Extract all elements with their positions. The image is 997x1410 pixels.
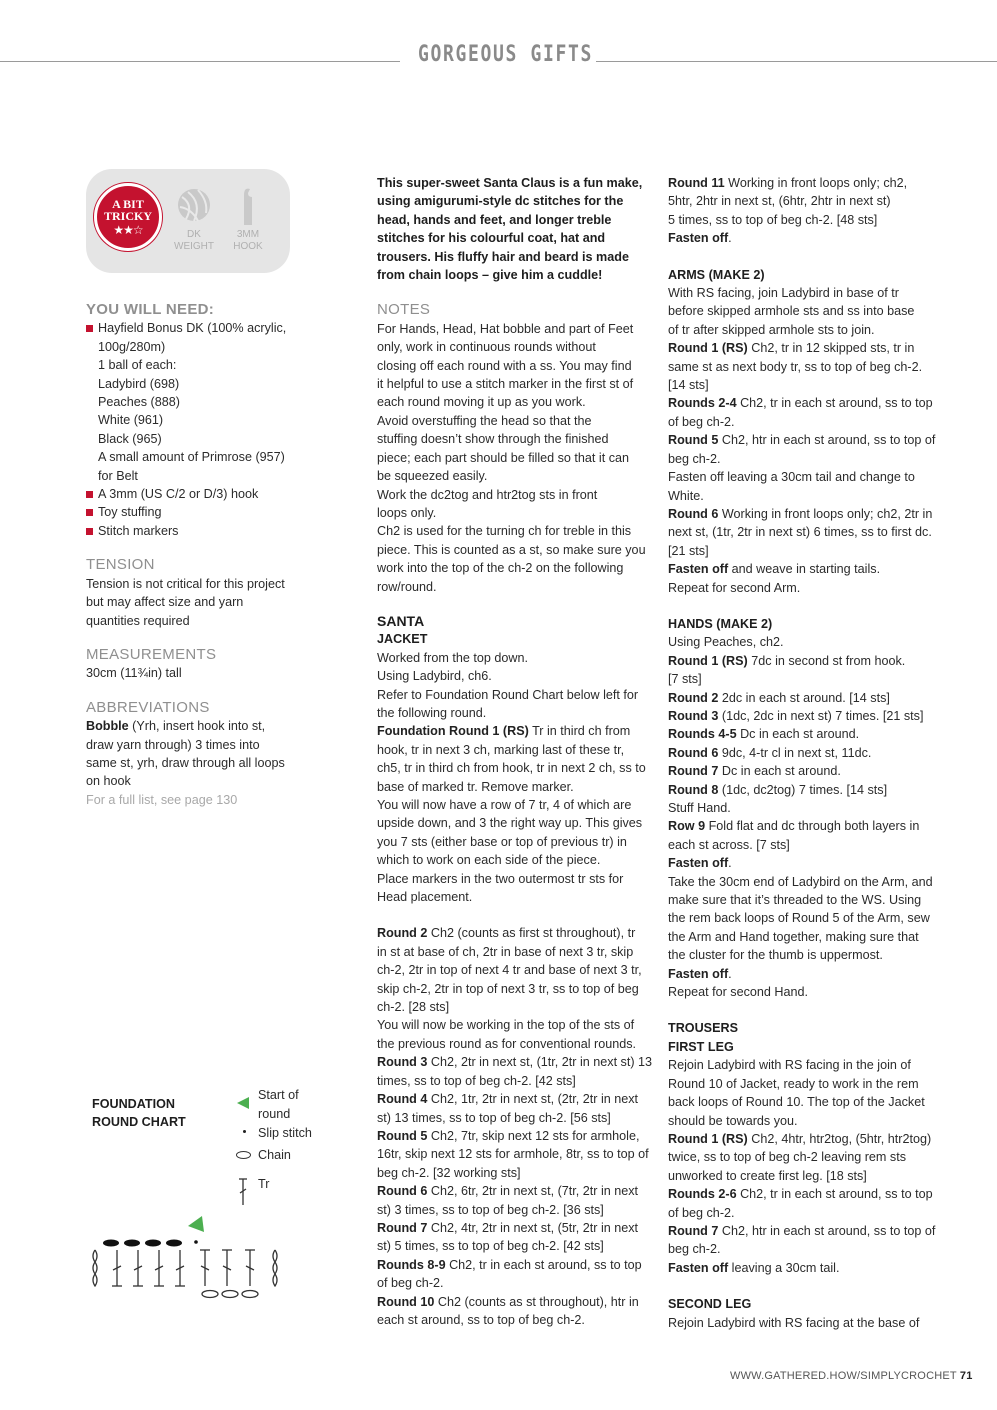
second-leg-heading: SECOND LEG	[668, 1297, 752, 1312]
round-text: leaving a 30cm tail.	[728, 1260, 840, 1275]
pattern-line: base of marked tr. Remove marker.	[377, 779, 574, 794]
pattern-line: beg ch-2. [32 working sts]	[377, 1165, 521, 1180]
first-leg-heading: FIRST LEG	[668, 1039, 734, 1054]
colour-item: Peaches (888)	[98, 395, 180, 410]
round-text: Ch2, tr in 12 skipped sts, tr in	[747, 341, 915, 356]
pattern-line: of beg ch-2.	[668, 1205, 735, 1220]
abbreviations-heading: ABBREVIATIONS	[86, 698, 210, 716]
arms-heading: ARMS (MAKE 2)	[668, 267, 765, 282]
hands-heading: HANDS (MAKE 2)	[668, 616, 773, 631]
pattern-line	[668, 229, 953, 247]
pattern-line: same st as next body tr, ss to top of beg ch-2.	[668, 359, 923, 374]
intro-line: from chain loops – give him a cuddle!	[377, 268, 603, 283]
legend-start	[258, 1086, 299, 1123]
tension-heading: TENSION	[86, 556, 155, 574]
header-rule-left	[0, 61, 400, 62]
pattern-line: the previous round as for conventional rounds.	[377, 1036, 637, 1051]
pattern-line: twice, ss to top of beg ch-2 leaving rem sts	[668, 1150, 906, 1165]
round-text: Ch2, tr in each st around, ss to top	[445, 1257, 642, 1272]
difficulty-badge	[86, 169, 290, 273]
pattern-line: of beg ch-2.	[377, 1276, 444, 1291]
round-label: Round 6	[668, 745, 719, 760]
pattern-line	[668, 505, 953, 523]
pattern-line	[668, 689, 953, 707]
round-label: Round 11	[668, 176, 725, 190]
pattern-line: the rem back loops of Round 5 of the Arm, sew	[668, 911, 930, 926]
tr-icon	[238, 1177, 248, 1207]
intro-line: using amigurumi-style dc stitches for the	[377, 194, 624, 209]
pattern-line: the Arm and Hand together, making sure that	[668, 929, 919, 944]
pattern-line: next st, (1tr, 2tr in next st) 6 times, ss to first dc.	[668, 525, 932, 540]
round-label: Round 5	[668, 433, 719, 448]
pattern-line	[377, 1090, 657, 1108]
round-text: Dc in each st around.	[718, 764, 841, 779]
abbreviation-def: draw yarn through) 3 times into	[86, 737, 260, 752]
pattern-line	[668, 560, 953, 578]
notes-line: piece; each part should be filled so that it can	[377, 450, 630, 465]
pattern-line: With RS facing, join Ladybird in base of tr	[668, 286, 899, 301]
legend-chain: Chain	[258, 1148, 291, 1162]
pattern-line	[668, 817, 953, 835]
list-item-sub: 1 ball of each:	[98, 358, 177, 373]
fasten-off-label: Fasten off	[668, 1260, 729, 1275]
chart-title-line: FOUNDATION	[92, 1097, 176, 1111]
pattern-line: which to work on each side of the piece.	[377, 853, 601, 868]
pattern-line: Fasten off leaving a 30cm tail and change to	[668, 470, 915, 485]
pattern-line: before skipped armhole sts and ss into base	[668, 304, 915, 319]
notes-line: Ch2 is used for the turning ch for treble in this	[377, 524, 632, 539]
pattern-line: Rejoin Ladybird with RS facing in the join of	[668, 1058, 911, 1073]
pattern-line	[377, 722, 657, 740]
round-label: Round 1 (RS)	[668, 1131, 748, 1146]
santa-heading: SANTA	[377, 612, 425, 629]
pattern-line	[377, 1256, 657, 1274]
yarn-ball-icon	[176, 187, 212, 223]
column-left	[86, 301, 346, 809]
difficulty-stars: ★★☆	[113, 223, 143, 237]
crochet-hook-icon	[238, 185, 258, 227]
round-text: Ch2, tr in each st around, ss to top	[736, 1187, 933, 1202]
pattern-line: Repeat for second Hand.	[668, 985, 809, 1000]
round-label: Round 6	[668, 506, 719, 521]
round-text: Ch2, 4tr, 2tr in next st, (5tr, 2tr in next	[427, 1220, 639, 1235]
pattern-line: each st across. [7 sts]	[668, 837, 790, 852]
difficulty-line1: A BIT	[112, 197, 144, 211]
notes-line: be squeezed easily.	[377, 469, 488, 484]
pattern-line	[668, 707, 953, 725]
round-label: Rounds 2-6	[668, 1187, 737, 1202]
pattern-line: White.	[668, 488, 704, 503]
round-text: Dc in each st around.	[736, 727, 860, 742]
list-item: Hayfield Bonus DK (100% acrylic,	[86, 319, 346, 337]
pattern-line	[377, 924, 657, 942]
trousers-heading: TROUSERS	[668, 1021, 738, 1036]
pattern-line: ch-2. [28 sts]	[377, 1000, 450, 1015]
hook-label-1: 3MM	[236, 229, 260, 240]
round-text: Ch2, 6tr, 2tr in next st, (7tr, 2tr in next	[427, 1184, 639, 1199]
colour-item: White (961)	[98, 413, 164, 428]
round-text: (1dc, 2dc in next st) 7 times. [21 sts]	[718, 708, 924, 723]
pattern-line	[668, 1259, 953, 1277]
punct: .	[728, 856, 732, 871]
chart-title	[92, 1095, 186, 1131]
you-will-need-heading: YOU WILL NEED:	[86, 301, 215, 318]
round-text: Ch2, 7tr, skip next 12 sts for armhole,	[427, 1128, 640, 1143]
difficulty-line2: TRICKY	[103, 209, 152, 223]
pattern-line: back loops of Round 10. The top of the Jacket	[668, 1095, 925, 1110]
pattern-line: Using Ladybird, ch6.	[377, 669, 492, 684]
intro-line: This super-sweet Santa Claus is a fun make,	[377, 176, 643, 190]
pattern-line: upside down, and 3 the right way up. This gives	[377, 816, 643, 831]
page-number: 71	[959, 1370, 973, 1382]
pattern-line	[668, 762, 953, 780]
pattern-line: beg ch-2.	[668, 1242, 721, 1257]
round-label: Round 1 (RS)	[668, 341, 748, 356]
pattern-line	[668, 339, 953, 357]
pattern-line: of beg ch-2.	[668, 414, 735, 429]
pattern-line: 16tr, skip next 12 sts for armhole, 8tr, ss to top of	[377, 1147, 649, 1162]
chart-start-marker	[188, 1216, 204, 1232]
round-label: Rounds 4-5	[668, 727, 737, 742]
pattern-line	[668, 965, 953, 983]
round-label: Round 1 (RS)	[668, 653, 748, 668]
pattern-line: You will now have a row of 7 tr, 4 of which are	[377, 798, 632, 812]
pattern-line: Stuff Hand.	[668, 801, 731, 815]
hook-label-2: HOOK	[233, 241, 263, 252]
round-text: and weave in starting tails.	[728, 562, 881, 577]
notes-line: stuffing doesn’t show through the finished	[377, 432, 609, 447]
abbreviation-entry	[86, 717, 346, 735]
round-label: Foundation Round 1 (RS)	[377, 724, 529, 739]
abbreviation-def: same st, yrh, draw through all loops	[86, 755, 285, 770]
pattern-line	[668, 174, 953, 192]
pattern-line: [14 sts]	[668, 378, 709, 393]
pattern-line	[377, 1293, 657, 1311]
round-label: Round 2	[668, 690, 719, 705]
list-item: Stitch markers	[86, 522, 346, 540]
weight-label-2: WEIGHT	[174, 241, 214, 252]
measurements-heading: MEASUREMENTS	[86, 645, 217, 663]
page-footer	[730, 1367, 973, 1385]
abbreviation-term: Bobble	[86, 719, 129, 734]
tension-text: but may affect size and yarn	[86, 595, 244, 610]
legend-start-icon	[235, 1096, 251, 1110]
pattern-line	[668, 1222, 953, 1240]
round-text: Fold flat and dc through both layers in	[705, 819, 920, 834]
pattern-line	[668, 744, 953, 762]
pattern-line	[668, 725, 953, 743]
round-label: Round 7	[668, 764, 719, 779]
pattern-line	[668, 394, 953, 412]
fasten-off-label: Fasten off	[668, 856, 729, 871]
intro-line: head, hands and feet, and longer treble	[377, 212, 612, 227]
notes-line: it helpful to use a stitch marker in the first st of	[377, 377, 634, 392]
fasten-off-label: Fasten off	[668, 231, 729, 246]
pattern-line: 5htr, 2htr in next st, (6htr, 2htr in next st)	[668, 194, 891, 209]
tension-text: quantities required	[86, 613, 190, 628]
pattern-line: each st around, ss to top of beg ch-2.	[377, 1312, 585, 1327]
round-text: 7dc in second st from hook.	[747, 653, 906, 668]
pattern-line: should be towards you.	[668, 1113, 798, 1128]
pattern-line: the cluster for the thumb is uppermost.	[668, 948, 883, 963]
round-text: 2dc in each st around. [14 sts]	[718, 690, 890, 705]
pattern-line: Repeat for second Arm.	[668, 580, 801, 595]
intro-line: trousers. His fluffy hair and beard is made	[377, 249, 629, 264]
pattern-line	[668, 431, 953, 449]
difficulty-seal	[94, 183, 162, 251]
pattern-line: Rejoin Ladybird with RS facing at the base of	[668, 1315, 920, 1330]
pattern-line: st) 3 times, ss to top of beg ch-2. [36 sts]	[377, 1202, 604, 1217]
round-label: Round 4	[377, 1092, 428, 1107]
abbreviation-def: (Yrh, insert hook into st,	[128, 719, 266, 734]
notes-line: loops only.	[377, 505, 437, 520]
list-item-sub: for Belt	[98, 468, 138, 483]
intro-line: stitches for his colourful coat, hat and	[377, 231, 606, 246]
pattern-line: ch5, tr in third ch from hook, tr in next 2 ch, ss to	[377, 761, 646, 776]
chart-title-line: ROUND CHART	[92, 1115, 186, 1129]
round-text: Ch2, 2tr in next st, (1tr, 2tr in next st) 13	[427, 1055, 653, 1070]
round-text: Ch2, 1tr, 2tr in next st, (2tr, 2tr in next	[427, 1092, 639, 1107]
legend-label: Start of	[258, 1088, 299, 1102]
pattern-line: You will now be working in the top of the sts of	[377, 1018, 635, 1033]
pattern-line: st) 13 times, ss to top of beg ch-2. [56 sts]	[377, 1110, 611, 1125]
round-label: Round 7	[377, 1220, 428, 1235]
pattern-line: unworked to create first leg. [18 sts]	[668, 1168, 867, 1183]
round-text: Working in front loops only; ch2, 2tr in	[718, 506, 933, 521]
full-list-link[interactable]: For a full list, see page 130	[86, 792, 238, 807]
pattern-line: times, ss to top of beg ch-2. [42 sts]	[377, 1073, 576, 1088]
pattern-line	[377, 1182, 657, 1200]
notes-line: Avoid overstuffing the head so that the	[377, 413, 592, 428]
pattern-line: st) 5 times, ss to top of beg ch-2. [42 sts]	[377, 1239, 604, 1254]
round-text: Ch2, tr in each st around, ss to top	[736, 396, 933, 411]
legend-tr: Tr	[258, 1177, 270, 1191]
pattern-line: ch-2, 2tr in top of next 4 tr and base of next 3 tr,	[377, 963, 642, 978]
pattern-line	[668, 1185, 953, 1203]
notes-line: For Hands, Head, Hat bobble and part of Feet	[377, 321, 634, 336]
punct: .	[728, 231, 732, 246]
fasten-off-label: Fasten off	[668, 966, 729, 981]
jacket-heading: JACKET	[377, 632, 428, 647]
notes-line: each round moving it up as you work.	[377, 395, 586, 410]
round-label: Round 8	[668, 782, 719, 797]
section-title: GORGEOUS GIFTS	[418, 42, 594, 67]
round-label: Round 5	[377, 1128, 428, 1143]
pattern-line	[668, 652, 953, 670]
round-text: Ch2, 4htr, htr2tog, (5htr, htr2tog)	[747, 1131, 932, 1146]
pattern-line: Worked from the top down.	[377, 650, 528, 665]
pattern-line: Place markers in the two outermost tr sts for	[377, 871, 624, 886]
round-text: Ch2, htr in each st around, ss to top of	[718, 1223, 936, 1238]
foundation-chart	[90, 1085, 340, 1305]
round-text: Tr in third ch from	[528, 724, 631, 739]
list-item: A 3mm (US C/2 or D/3) hook	[86, 485, 346, 503]
weight-label-1: DK	[187, 229, 201, 240]
legend-label: round	[258, 1106, 291, 1121]
pattern-line	[377, 1127, 657, 1145]
column-middle	[377, 174, 657, 1329]
round-text: Ch2, htr in each st around, ss to top of	[718, 433, 936, 448]
pattern-line: Head placement.	[377, 890, 473, 905]
pattern-line	[377, 1219, 657, 1237]
list-item: Toy stuffing	[86, 503, 346, 521]
list-item-sub: 100g/280m)	[98, 339, 166, 354]
round-label: Round 7	[668, 1223, 719, 1238]
notes-line: Work the dc2tog and htr2tog sts in front	[377, 487, 598, 502]
fasten-off-label: Fasten off	[668, 562, 729, 577]
colour-item: Ladybird (698)	[98, 376, 180, 391]
notes-heading: NOTES	[377, 301, 431, 319]
round-label: Rounds 8-9	[377, 1257, 446, 1272]
pattern-line: Take the 30cm end of Ladybird on the Arm, and	[668, 874, 933, 889]
pattern-line: Refer to Foundation Round Chart below left for	[377, 687, 639, 702]
notes-line: closing off each round with a ss. You may find	[377, 358, 632, 373]
list-item-sub: A small amount of Primrose (957)	[98, 450, 285, 465]
round-label: Rounds 2-4	[668, 396, 737, 411]
footer-url[interactable]: WWW.GATHERED.HOW/SIMPLYCROCHET	[730, 1370, 957, 1382]
pattern-line	[668, 781, 953, 799]
measurements-value: 30cm (11¾in) tall	[86, 666, 182, 681]
round-label: Round 2	[377, 926, 428, 941]
pattern-line: Round 10 of Jacket, ready to work in the rem	[668, 1076, 919, 1091]
round-label: Round 6	[377, 1184, 428, 1199]
punct: .	[728, 966, 732, 981]
slip-stitch-icon	[243, 1130, 246, 1133]
pattern-line	[377, 1053, 657, 1071]
pattern-line: skip ch-2, 2tr in top of next 3 tr, ss to top of beg	[377, 981, 639, 996]
legend-slip: Slip stitch	[258, 1126, 312, 1140]
notes-line: piece. This is counted as a st, so make sure you	[377, 542, 646, 557]
round-label: Round 3	[377, 1055, 428, 1070]
round-label: Row 9	[668, 819, 706, 834]
round-text: (1dc, dc2tog) 7 times. [14 sts]	[718, 782, 888, 797]
round-text: Ch2 (counts as st throughout), htr in	[434, 1294, 639, 1309]
pattern-line: the following round.	[377, 705, 487, 720]
pattern-line: of tr after skipped armhole sts to join.	[668, 322, 875, 337]
header-rule-right	[596, 61, 997, 62]
abbreviation-def: on hook	[86, 774, 131, 789]
round-label: Round 3	[668, 708, 719, 723]
pattern-line	[668, 854, 953, 872]
notes-line: only, work in continuous rounds without	[377, 340, 596, 355]
pattern-line: make sure that it’s threaded to the WS. Using	[668, 893, 922, 908]
round-label: Round 10	[377, 1294, 435, 1309]
round-text: Working in front loops only; ch2,	[724, 176, 908, 190]
pattern-line: 5 times, ss to top of beg ch-2. [48 sts]	[668, 212, 878, 227]
pattern-line: beg ch-2.	[668, 451, 721, 466]
pattern-line: in st at base of ch, 2tr in base of next 3 tr, skip	[377, 944, 634, 959]
tension-text: Tension is not critical for this project	[86, 576, 285, 591]
pattern-line: [7 sts]	[668, 672, 702, 687]
notes-line: row/round.	[377, 579, 437, 594]
chart-diagram	[90, 1210, 290, 1305]
pattern-line: hook, tr in next 3 ch, marking last of these tr,	[377, 742, 625, 757]
pattern-line: you 7 sts (either base or top of previous tr) in	[377, 834, 627, 849]
round-text: 9dc, 4-tr cl in next st, 11dc.	[718, 745, 872, 760]
pattern-line	[668, 1130, 953, 1148]
colour-item: Black (965)	[98, 431, 162, 446]
round-text: Ch2 (counts as first st throughout), tr	[427, 926, 636, 941]
pattern-line: [21 sts]	[668, 543, 709, 558]
column-right	[668, 174, 953, 1332]
pattern-line: Using Peaches, ch2.	[668, 635, 784, 650]
chain-icon	[236, 1151, 251, 1159]
notes-line: work into the top of the ch-2 on the following	[377, 561, 624, 576]
